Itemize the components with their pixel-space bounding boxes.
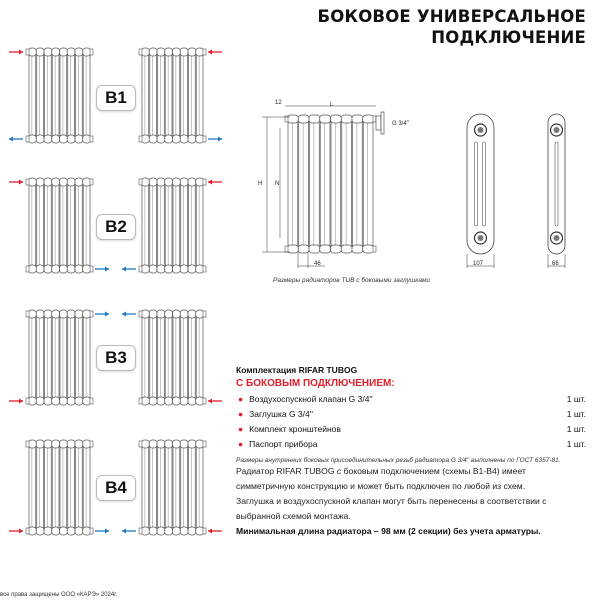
bullet-icon: ● xyxy=(238,409,244,419)
bullet-icon: ● xyxy=(238,439,244,449)
radiator-b3-left xyxy=(26,310,93,405)
scheme-label-b4: B4 xyxy=(96,475,136,501)
kit-item-name: Комплект кронштейнов xyxy=(249,424,341,434)
radiator-dimension-drawing xyxy=(262,106,565,268)
kit-item xyxy=(236,424,586,434)
radiator-b4-right xyxy=(139,440,206,535)
dim-G: G 3/4'' xyxy=(392,121,409,127)
scheme-label-b3: B3 xyxy=(96,345,136,371)
kit-item-name: Паспорт прибора xyxy=(249,439,318,449)
return-arrow-icon xyxy=(122,267,136,272)
scheme-label-b2: B2 xyxy=(96,214,136,240)
return-arrow-icon xyxy=(95,267,109,272)
return-arrow-icon xyxy=(208,137,222,142)
radiator-b4-left xyxy=(26,440,93,535)
dim-H: H xyxy=(258,181,263,187)
supply-arrow-icon xyxy=(9,529,23,534)
return-arrow-icon xyxy=(95,529,109,534)
radiator-front-view xyxy=(285,115,376,253)
bullet-icon: ● xyxy=(238,394,244,404)
description xyxy=(236,464,586,539)
supply-arrow-icon xyxy=(9,180,23,185)
radiator-side-view-107 xyxy=(467,114,494,254)
dim-N: N xyxy=(275,181,280,187)
return-arrow-icon xyxy=(95,312,109,317)
supply-arrow-icon xyxy=(208,529,222,534)
description-p1: Радиатор RIFAR TUBOG с боковым подключением (схемы B1-B4) имеет симметричную конструкцию и может быть подключен по любой из схем. xyxy=(236,466,526,491)
dim-107: 107 xyxy=(473,261,484,267)
kit-item-qty: 1 шт. xyxy=(566,409,586,419)
radiator-b2-right xyxy=(139,178,206,273)
radiator-b1-right xyxy=(139,48,206,143)
kit-item xyxy=(236,409,586,419)
description-p2: Заглушка и воздухоспускной клапан могут быть перенесены в соответствии с выбранной схемой монтажа. xyxy=(236,496,547,521)
return-arrow-icon xyxy=(122,529,136,534)
description-p3: Минимальная длина радиатора – 98 мм (2 секции) без учета арматуры. xyxy=(236,526,541,536)
kit-item xyxy=(236,394,586,404)
return-arrow-icon xyxy=(122,312,136,317)
radiator-side-view-66 xyxy=(548,114,565,254)
kit-item-name: Воздухоспускной клапан G 3/4'' xyxy=(249,394,373,404)
kit-item-qty: 1 шт. xyxy=(566,394,586,404)
supply-arrow-icon xyxy=(208,50,222,55)
kit-item-qty: 1 шт. xyxy=(566,439,586,449)
supply-arrow-icon xyxy=(208,399,222,404)
drawing-caption: Размеры радиаторов TUB с боковыми заглушками xyxy=(273,277,431,284)
kit-subtitle: С БОКОВЫМ ПОДКЛЮЧЕНИЕМ: xyxy=(236,378,395,389)
bullet-icon: ● xyxy=(238,424,244,434)
kit-title: Комплектация RIFAR TUBOG xyxy=(236,365,358,375)
supply-arrow-icon xyxy=(208,180,222,185)
supply-arrow-icon xyxy=(9,399,23,404)
dim-46: 46 xyxy=(314,261,321,267)
radiator-b3-right xyxy=(139,310,206,405)
return-arrow-icon xyxy=(9,137,23,142)
kit-item-name: Заглушка G 3/4'' xyxy=(249,409,313,419)
page-title: БОКОВОЕ УНИВЕРСАЛЬНОЕ ПОДКЛЮЧЕНИЕ xyxy=(317,7,586,47)
dim-12: 12 xyxy=(275,100,282,106)
scheme-label-b1: B1 xyxy=(96,85,136,111)
kit-section xyxy=(236,365,586,464)
dim-L: L xyxy=(330,102,334,108)
radiator-b2-left xyxy=(26,178,93,273)
kit-item-qty: 1 шт. xyxy=(566,424,586,434)
supply-arrow-icon xyxy=(9,50,23,55)
kit-note: Размеры внутренних боковых присоединительных резьб радиатора G 3/4'' выполнены по ГОСТ 6357-81. xyxy=(236,457,561,464)
dim-66: 66 xyxy=(552,261,559,267)
kit-item xyxy=(236,439,586,449)
copyright-footer: все права защищены ООО «КАРЭ» 2024г. xyxy=(0,592,118,598)
radiator-b1-left xyxy=(26,48,93,143)
